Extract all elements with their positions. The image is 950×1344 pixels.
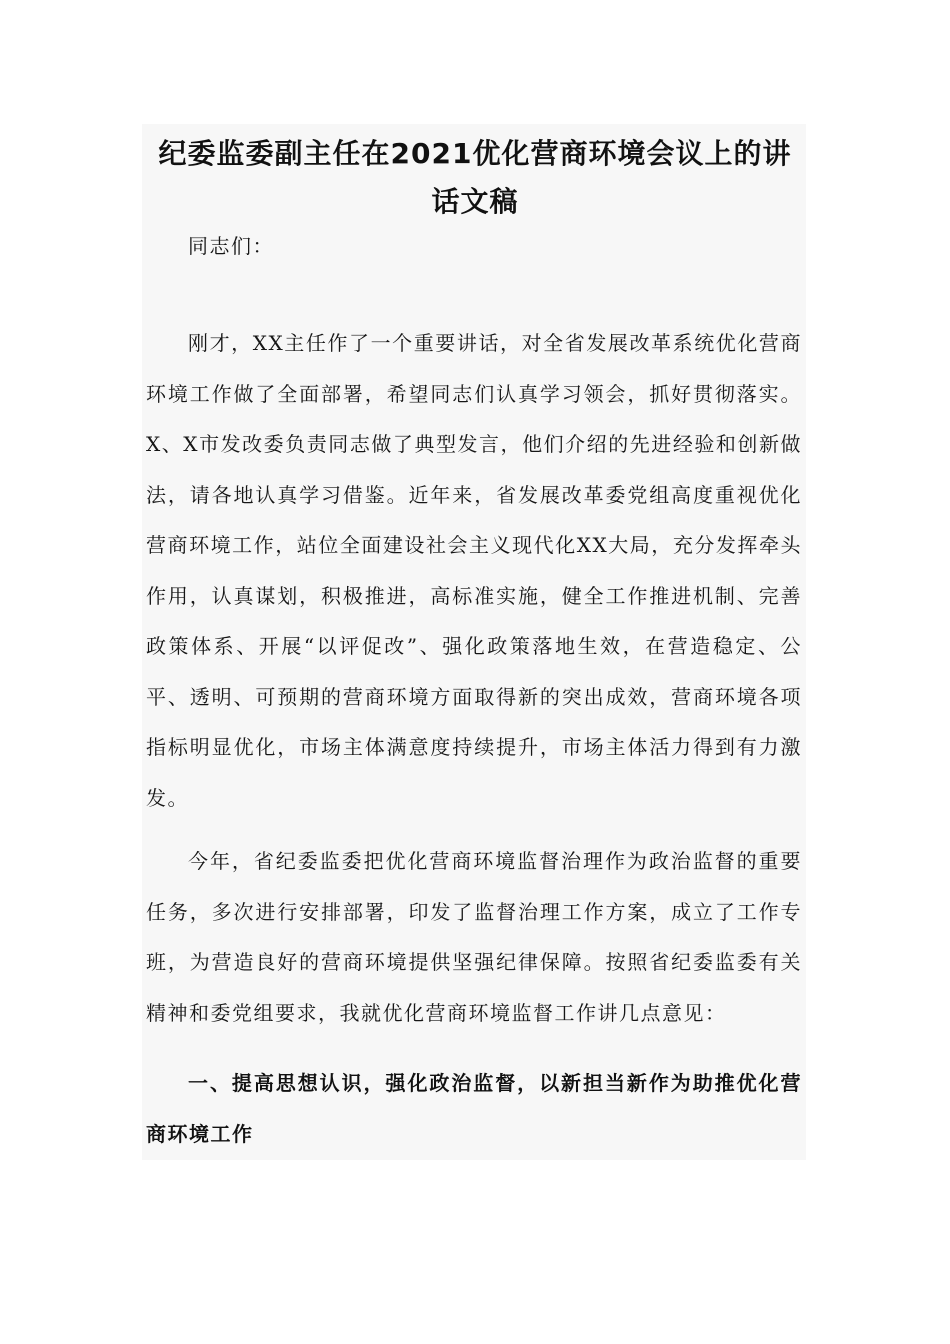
salutation: 同志们： xyxy=(188,234,274,258)
paragraph-2: 今年，省纪委监委把优化营商环境监督治理作为政治监督的重要任务，多次进行安排部署，印发了监督治理工作方案，成立了工作专班，为营造良好的营商环境提供坚强纪律保障。按照省纪委监委有关精神和委党组要求，我就优化营商环境监督工作讲几点意见： xyxy=(146,849,802,1025)
paragraph-1: 刚才，XX主任作了一个重要讲话，对全省发展改革系统优化营商环境工作做了全面部署，希望同志们认真学习领会，抓好贯彻落实。X、X市发改委负责同志做了典型发言，他们介绍的先进经验和创新做法，请各地认真学习借鉴。近年来，省发展改革委党组高度重视优化营商环境工作，站位全面建设社会主义现代化XX大局，充分发挥牵头作用，认真谋划，积极推进，高标准实施，健全工作推进机制、完善政策体系、开展“以评促改”、强化政策落地生效，在营造稳定、公平、透明、可预期的营商环境方面取得新的突出成效，营商环境各项指标明显优化，市场主体满意度持续提升，市场主体活力得到有力激发。 xyxy=(146,331,802,810)
section-heading-1: 一、提高思想认识，强化政治监督，以新担当新作为助推优化营商环境工作 xyxy=(146,1071,802,1146)
document-title: 纪委监委副主任在2021优化营商环境会议上的讲话文稿 xyxy=(158,137,792,218)
